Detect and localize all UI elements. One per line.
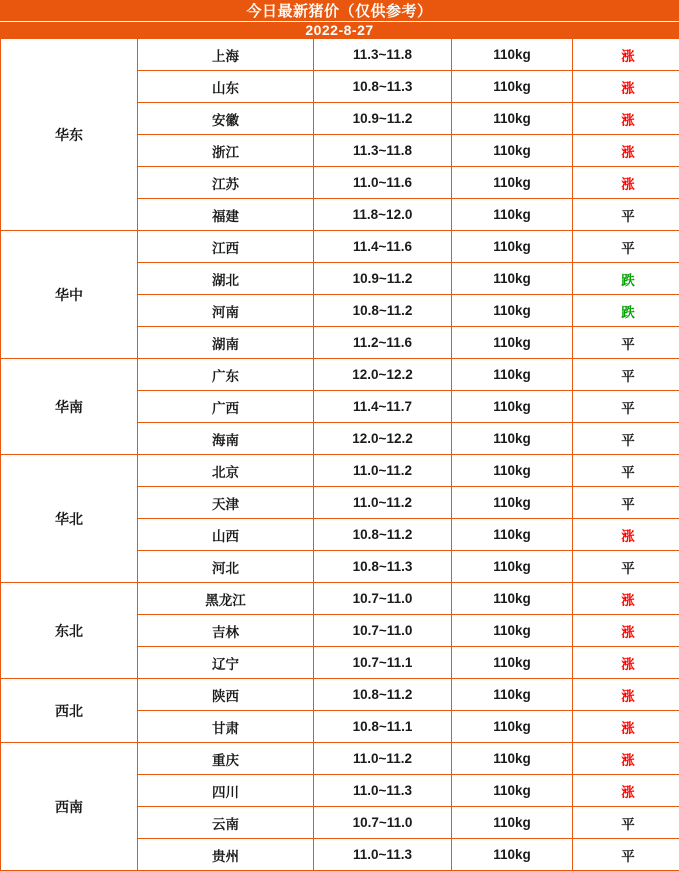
weight-cell: 110kg (452, 615, 573, 647)
province-cell: 上海 (138, 39, 314, 71)
trend-cell: 平 (573, 487, 679, 519)
price-cell: 11.8~12.0 (314, 199, 452, 231)
region-cell: 西北 (1, 679, 138, 743)
weight-cell: 110kg (452, 359, 573, 391)
weight-cell: 110kg (452, 391, 573, 423)
province-cell: 江西 (138, 231, 314, 263)
province-cell: 福建 (138, 199, 314, 231)
weight-cell: 110kg (452, 583, 573, 615)
price-cell: 12.0~12.2 (314, 359, 452, 391)
price-cell: 11.3~11.8 (314, 135, 452, 167)
weight-cell: 110kg (452, 647, 573, 679)
province-cell: 云南 (138, 807, 314, 839)
weight-cell: 110kg (452, 199, 573, 231)
province-cell: 江苏 (138, 167, 314, 199)
region-cell: 华南 (1, 359, 138, 455)
province-cell: 四川 (138, 775, 314, 807)
weight-cell: 110kg (452, 775, 573, 807)
weight-cell: 110kg (452, 231, 573, 263)
region-cell: 华东 (1, 39, 138, 231)
trend-cell: 平 (573, 359, 679, 391)
price-table-body (1, 39, 679, 871)
table-row (1, 39, 679, 71)
price-cell: 10.8~11.3 (314, 551, 452, 583)
price-cell: 11.0~11.6 (314, 167, 452, 199)
weight-cell: 110kg (452, 263, 573, 295)
weight-cell: 110kg (452, 423, 573, 455)
price-cell: 11.0~11.2 (314, 487, 452, 519)
trend-cell: 平 (573, 423, 679, 455)
region-cell: 西南 (1, 743, 138, 871)
province-cell: 山西 (138, 519, 314, 551)
province-cell: 黑龙江 (138, 583, 314, 615)
price-cell: 11.3~11.8 (314, 39, 452, 71)
price-cell: 11.4~11.7 (314, 391, 452, 423)
price-cell: 10.8~11.1 (314, 711, 452, 743)
price-cell: 10.7~11.0 (314, 583, 452, 615)
province-cell: 湖南 (138, 327, 314, 359)
trend-cell: 涨 (573, 679, 679, 711)
price-cell: 11.4~11.6 (314, 231, 452, 263)
province-cell: 北京 (138, 455, 314, 487)
price-cell: 10.7~11.0 (314, 615, 452, 647)
weight-cell: 110kg (452, 327, 573, 359)
price-cell: 10.8~11.2 (314, 295, 452, 327)
province-cell: 湖北 (138, 263, 314, 295)
province-cell: 重庆 (138, 743, 314, 775)
trend-cell: 平 (573, 199, 679, 231)
province-cell: 广东 (138, 359, 314, 391)
price-cell: 10.7~11.0 (314, 807, 452, 839)
region-cell: 东北 (1, 583, 138, 679)
province-cell: 陕西 (138, 679, 314, 711)
price-cell: 12.0~12.2 (314, 423, 452, 455)
province-cell: 河南 (138, 295, 314, 327)
weight-cell: 110kg (452, 807, 573, 839)
trend-cell: 跌 (573, 295, 679, 327)
price-cell: 11.2~11.6 (314, 327, 452, 359)
region-cell: 华北 (1, 455, 138, 583)
weight-cell: 110kg (452, 743, 573, 775)
province-cell: 浙江 (138, 135, 314, 167)
trend-cell: 涨 (573, 647, 679, 679)
weight-cell: 110kg (452, 71, 573, 103)
weight-cell: 110kg (452, 39, 573, 71)
trend-cell: 涨 (573, 583, 679, 615)
price-cell: 11.0~11.2 (314, 743, 452, 775)
province-cell: 天津 (138, 487, 314, 519)
weight-cell: 110kg (452, 167, 573, 199)
trend-cell: 涨 (573, 519, 679, 551)
weight-cell: 110kg (452, 135, 573, 167)
trend-cell: 涨 (573, 71, 679, 103)
price-cell: 10.8~11.2 (314, 679, 452, 711)
trend-cell: 跌 (573, 263, 679, 295)
price-cell: 11.0~11.3 (314, 839, 452, 871)
province-cell: 贵州 (138, 839, 314, 871)
price-cell: 10.9~11.2 (314, 263, 452, 295)
price-cell: 11.0~11.3 (314, 775, 452, 807)
price-cell: 10.8~11.2 (314, 519, 452, 551)
date-label: 2022-8-27 (0, 21, 679, 38)
trend-cell: 平 (573, 839, 679, 871)
price-table (0, 38, 679, 871)
province-cell: 海南 (138, 423, 314, 455)
page-title: 今日最新猪价（仅供参考） (0, 0, 679, 21)
table-row (1, 231, 679, 263)
province-cell: 山东 (138, 71, 314, 103)
province-cell: 甘肃 (138, 711, 314, 743)
weight-cell: 110kg (452, 455, 573, 487)
province-cell: 广西 (138, 391, 314, 423)
trend-cell: 涨 (573, 39, 679, 71)
trend-cell: 涨 (573, 743, 679, 775)
trend-cell: 平 (573, 391, 679, 423)
province-cell: 辽宁 (138, 647, 314, 679)
trend-cell: 涨 (573, 167, 679, 199)
price-cell: 10.9~11.2 (314, 103, 452, 135)
trend-cell: 涨 (573, 711, 679, 743)
weight-cell: 110kg (452, 103, 573, 135)
weight-cell: 110kg (452, 711, 573, 743)
weight-cell: 110kg (452, 679, 573, 711)
price-cell: 10.8~11.3 (314, 71, 452, 103)
table-row (1, 359, 679, 391)
region-cell: 华中 (1, 231, 138, 359)
trend-cell: 涨 (573, 615, 679, 647)
trend-cell: 平 (573, 231, 679, 263)
province-cell: 吉林 (138, 615, 314, 647)
trend-cell: 平 (573, 807, 679, 839)
weight-cell: 110kg (452, 839, 573, 871)
province-cell: 安徽 (138, 103, 314, 135)
trend-cell: 平 (573, 551, 679, 583)
trend-cell: 涨 (573, 775, 679, 807)
trend-cell: 平 (573, 455, 679, 487)
weight-cell: 110kg (452, 519, 573, 551)
weight-cell: 110kg (452, 551, 573, 583)
trend-cell: 涨 (573, 103, 679, 135)
table-row (1, 679, 679, 711)
trend-cell: 涨 (573, 135, 679, 167)
price-cell: 11.0~11.2 (314, 455, 452, 487)
province-cell: 河北 (138, 551, 314, 583)
weight-cell: 110kg (452, 487, 573, 519)
table-row (1, 583, 679, 615)
trend-cell: 平 (573, 327, 679, 359)
table-row (1, 743, 679, 775)
price-cell: 10.7~11.1 (314, 647, 452, 679)
weight-cell: 110kg (452, 295, 573, 327)
table-row (1, 455, 679, 487)
